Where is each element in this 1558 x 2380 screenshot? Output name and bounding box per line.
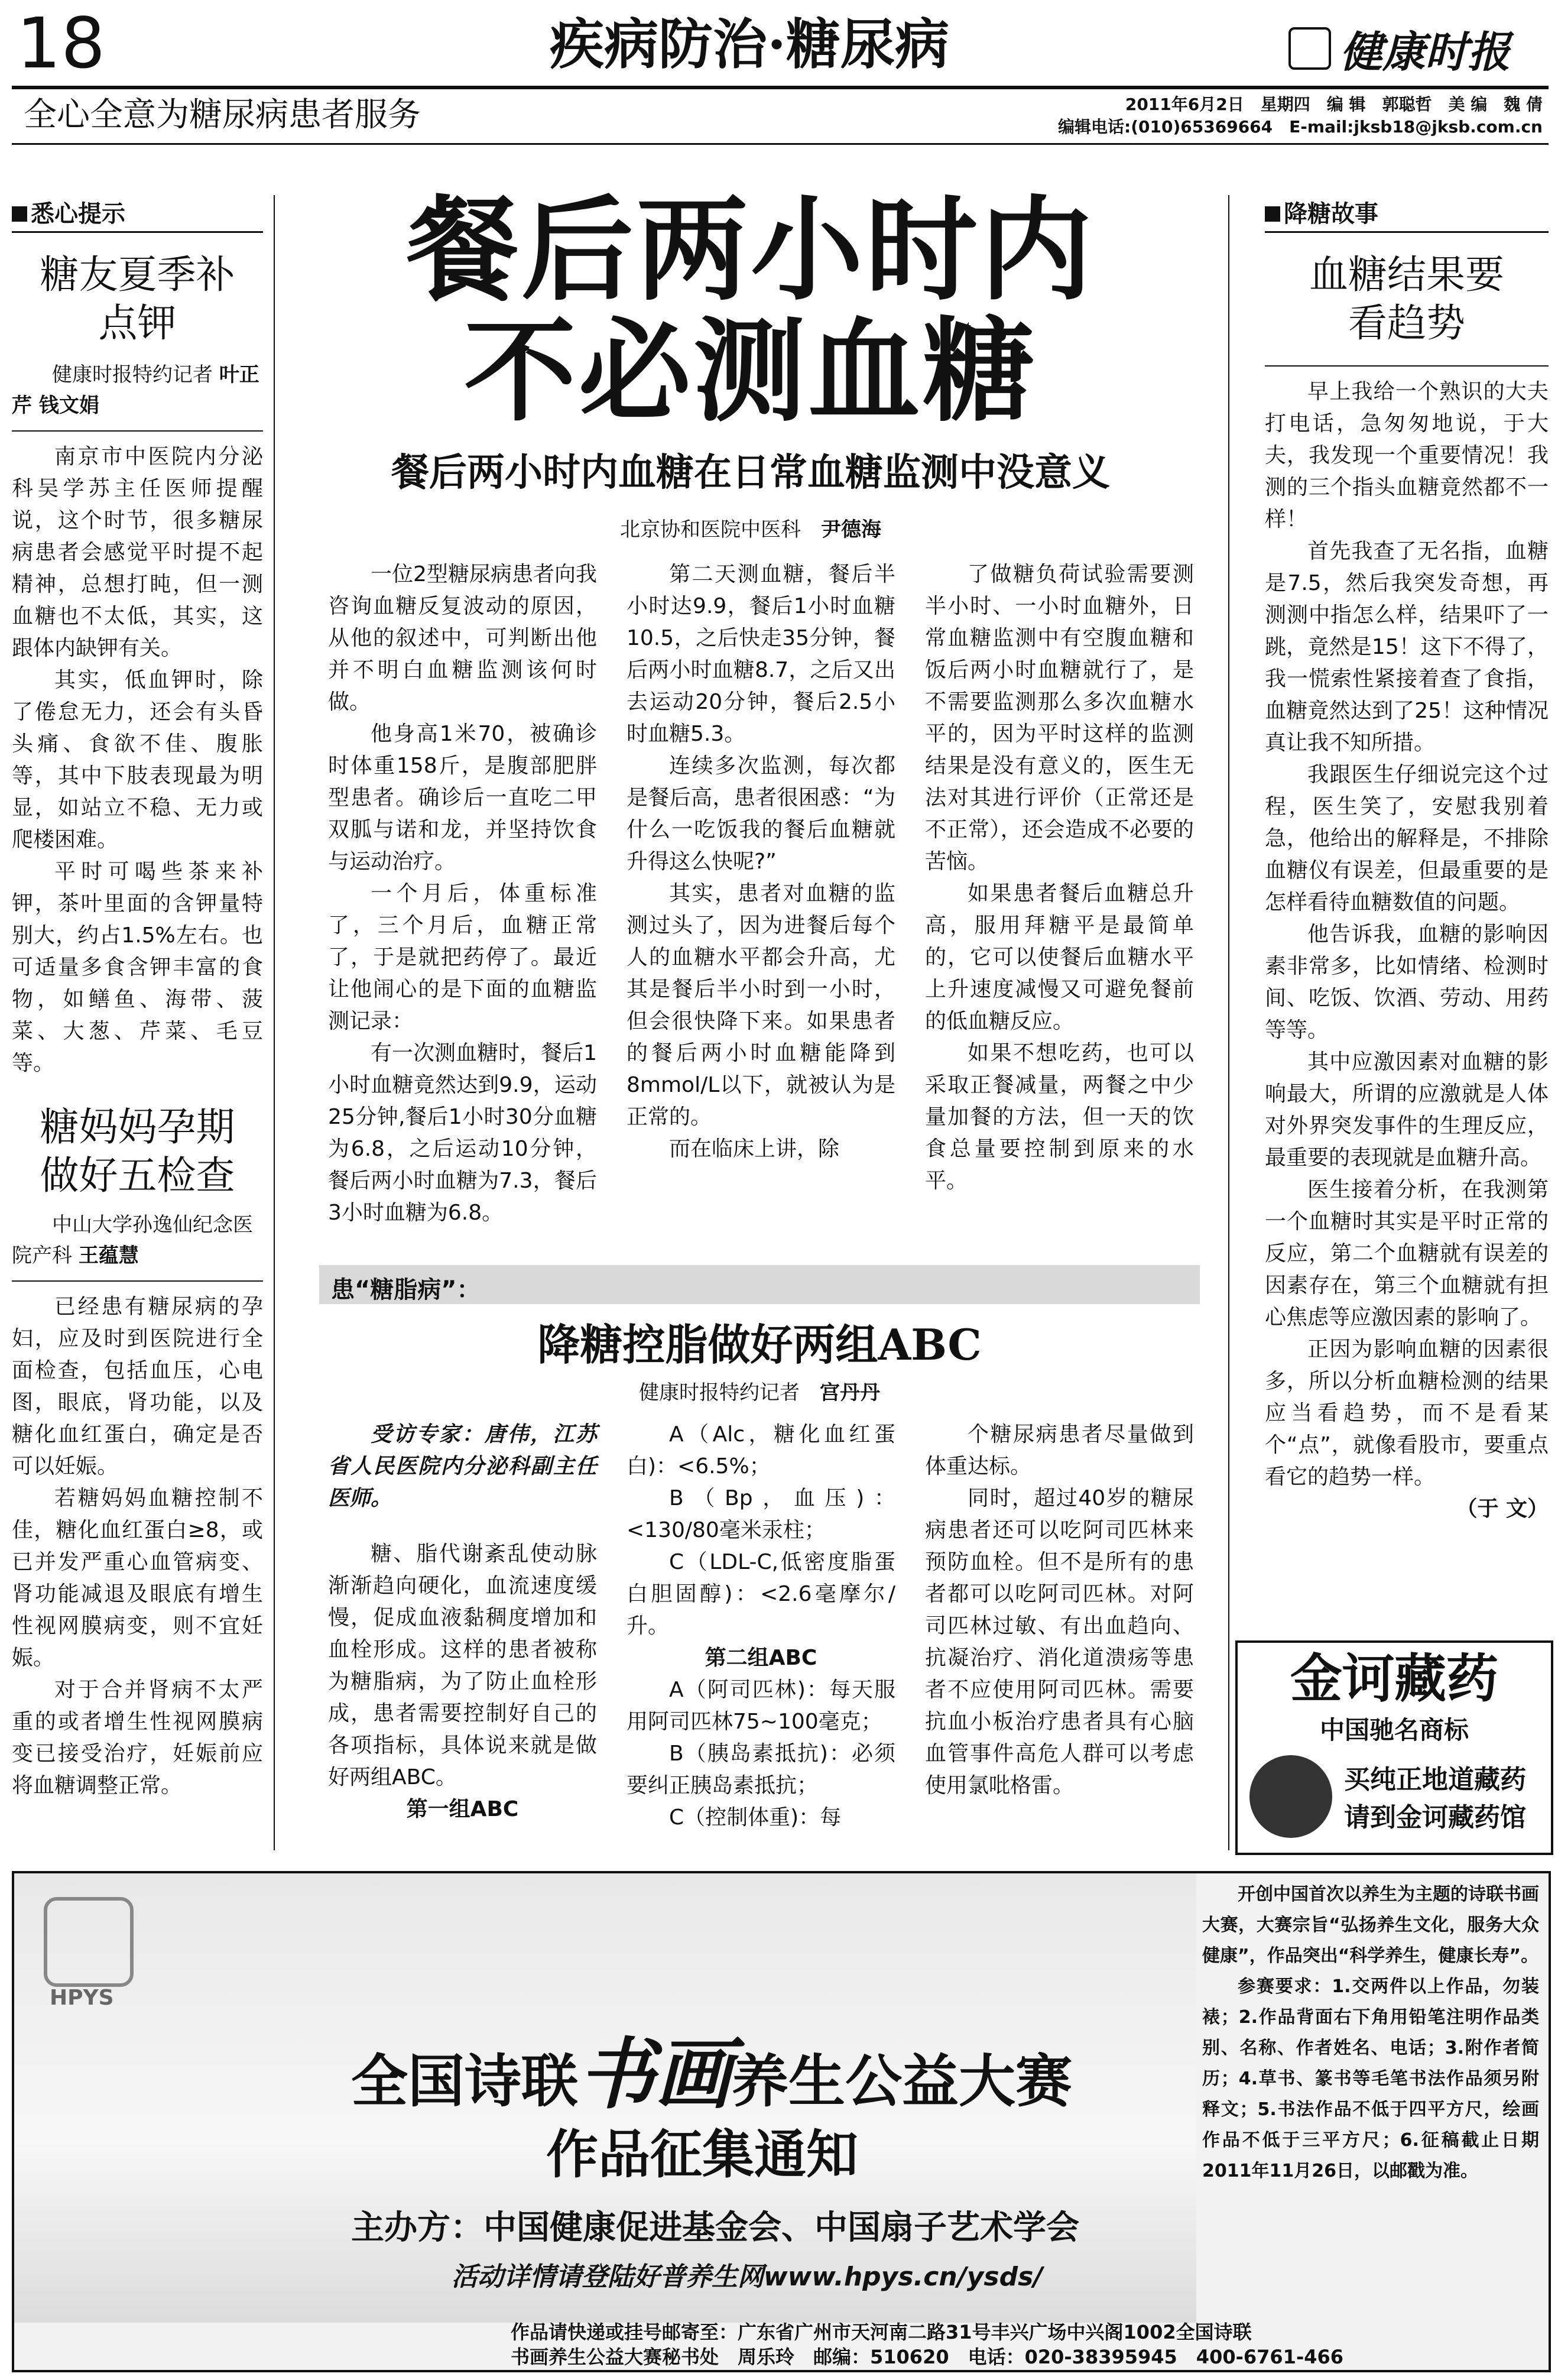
- main-subheadline: 餐后两小时内血糖在日常血糖监测中没意义: [391, 450, 1110, 495]
- group-heading: 第二组ABC: [705, 1646, 817, 1670]
- ad-seal-icon: [1249, 1755, 1332, 1838]
- article-byline: 健康时报特约记者 叶正芹 钱文娟: [12, 363, 259, 417]
- page-number: 18: [17, 2, 106, 84]
- masthead-icon: [1288, 27, 1331, 70]
- main-col-3: 了做糖负荷试验需要测半小时、一小时血糖外，日常血糖监测中有空腹血糖和饭后两小时血糖就行了，是不需要监测那么多次血糖水平的，因为平时这样的监测结果是没有意义的，医生无法对其进行评价（正常还是不正常），还会造成不必要的苦恼。 如果患者餐后血糖总升高，服用拜糖平是最简单的，它可以使餐后血糖水平上升速度减慢又可避免餐前的低血糖反应。 如果不想吃药，也可以采取正餐减量，两餐之中少量加餐的方法，但一天的饮食总量要控制到原来的水平。: [925, 562, 1194, 1193]
- left-column: [12, 195, 263, 1802]
- main-col-1: 一位2型糖尿病患者向我咨询血糖反复波动的原因，从他的叙述中，可判断出他并不明白血糖监测该何时做。 他身高1米70，被确诊时体重158斤，是腹部肥胖型患者。确诊后一直吃二甲双胍与诺和龙，并坚持饮食与运动治疗。 一个月后，体重标准了，三个月后，血糖正常了，于是就把药停了。最近让他闹心的是下面的血糖监测记录： 有一次测血糖时，餐后1小时血糖竟然达到9.9，运动25分钟,餐后1小时30分血糖为6.8，之后运动10分钟，餐后两小时血糖为7.3，餐后3小时血糖为6.8。: [328, 562, 597, 1225]
- article-body: 早上我给一个熟识的大夫打电话，急匆匆地说，于大夫，我发现一个重要情况！我测的三个指头血糖竟然都不一样！ 首先我查了无名指，血糖是7.5，然后我突发奇想，再测测中指怎么样，结果吓了一跳，竟然是15！这下不得了，我一慌索性紧接着查了食指，血糖竟然达到了25！这种情况真让我不知所措。 我跟医生仔细说完这个过程，医生笑了，安慰我别着急，他给出的解释是，不排除血糖仪有误差，但最重要的是怎样看待血糖数值的问题。 他告诉我，血糖的影响因素非常多，比如情绪、检测时间、吃饭、饮酒、劳动、用药等等。 其中应激因素对血糖的影响最大，所谓的应激就是人体对外界突发事件的生理反应，最重要的表现就是血糖升高。 医生接着分析，在我测第一个血糖时其实是平时正常的反应，第二个血糖就有误差的因素存在，第三个血糖就有担心焦虑等应激因素的影响了。 正因为影响血糖的因素很多，所以分析血糖检测的结果应当看趋势，而不是看某个“点”，就像看股市，要重点看它的趋势一样。 （于 文）: [1265, 376, 1549, 1525]
- issue-date-editors: 2011年6月2日 星期四 编 辑 郭聪哲 美 编 魏 倩: [1125, 95, 1543, 114]
- contest-website: 活动详情请登陆好普养生网www.hpys.cn/ysds/: [452, 2262, 1043, 2292]
- sub-col-2: A（Alc，糖化血红蛋白)：<6.5%； B（Bp，血压)：<130/80毫米汞柱； C（LDL-C,低密度脂蛋白胆固醇)：<2.6毫摩尔/升。 第二组ABC A（阿司匹林)：每天服用阿司匹林75~100毫克； B（胰岛素抵抗)：必须要纠正胰岛素抵抗； C（控制体重)：每: [627, 1422, 895, 1830]
- signature: （于 文）: [1456, 1497, 1549, 1521]
- divider: [12, 1280, 263, 1282]
- sub-label: 患“糖脂病”：: [331, 1276, 481, 1304]
- column-rule: [1228, 195, 1229, 1850]
- article-body: 南京市中医院内分泌科吴学苏主任医师提醒说，这个时节，很多糖尿病患者会感觉平时提不起精神，总想打盹，但一测血糖也不太低，其实，这跟体内缺钾有关。 其实，低血钾时，除了倦怠无力，还会有头昏头痛、食欲不佳、腹胀等，其中下肢表现最为明显，如站立不稳、无力或爬楼困难。 平时可喝些茶来补钾，茶叶里面的含钾量特别大，约占1.5%左右。也可适量多食含钾丰富的食物，如鳝鱼、海带、菠菜、大葱、芹菜、毛豆等。: [12, 445, 263, 1075]
- ad-left-panel: [14, 1873, 1196, 2323]
- headline-line1: 餐后两小时内: [406, 184, 1095, 316]
- ad-brand: 金诃藏药: [1290, 1648, 1498, 1709]
- issue-meta: [1034, 93, 1543, 138]
- section-title: 疾病防治·糖尿病: [550, 12, 950, 76]
- header-rule-bottom: [12, 143, 1549, 145]
- sub-col-3: 个糖尿病患者尽量做到体重达标。 同时，超过40岁的糖尿病患者还可以吃阿司匹林来预防血栓。但不是所有的患者都可以吃阿司匹林。对阿司匹林过敏、有出血趋向、抗凝治疗、消化道溃疡等患者不应使用阿司匹林。需要抗血小板治疗患者具有心脑血管事件高危人群可以考虑使用氯吡格雷。: [925, 1422, 1194, 1798]
- header-rule: [12, 86, 1549, 89]
- article-title: 糖友夏季补点钾: [40, 252, 235, 346]
- contest-organizers: 主办方：中国健康促进基金会、中国扇子艺术学会: [351, 2209, 1079, 2247]
- main-headline: [307, 184, 1194, 437]
- contest-subtitle: 作品征集通知: [546, 2123, 859, 2185]
- article-byline: 中山大学孙逸仙纪念医院产科 王蕴慧: [12, 1213, 253, 1267]
- jinhe-ad: [1235, 1640, 1553, 1855]
- column-rule: [274, 195, 275, 1850]
- calligraphy-text: 书画: [578, 2029, 732, 2119]
- article-title: 血糖结果要看趋势: [1309, 252, 1504, 346]
- contest-title: 全国诗联书画养生公益大赛: [351, 2029, 1073, 2119]
- divider: [1265, 365, 1549, 367]
- main-col-2: 第二天测血糖，餐后半小时达9.9，餐后1小时血糖10.5，之后快走35分钟，餐后两小时血糖8.7，之后又出去运动20分钟，餐后2.5小时血糖5.3。 连续多次监测，每次都是餐后高，患者很困惑：“为什么一吃饭我的餐后血糖就升得这么快呢?” 其实，患者对血糖的监测过头了，因为进餐后每个人的血糖水平都会升高，尤其是餐后半小时到一小时，但会很快降下来。如果患者的餐后两小时血糖能降到8mmol/L以下，就被认为是正常的。 而在临床上讲，除: [627, 562, 895, 1161]
- tip-box-label: 悉心提示: [12, 195, 263, 233]
- issue-contact: 编辑电话:(010)65369664 E-mail:jksb18@jksb.com.cn: [1058, 117, 1543, 137]
- sub-byline: 健康时报特约记者 宫丹丹: [639, 1381, 880, 1405]
- sub-col-1: 受访专家：唐伟，江苏省人民医院内分泌科副主任医师。 糖、脂代谢紊乱使动脉渐渐趋向硬化，血流速度缓慢，促成血液黏稠度增加和血栓形成。这样的患者被称为糖脂病，为了防止血栓形成，患者需要控制好自己的各项指标，具体说来就是做好两组ABC。 第一组ABC: [328, 1419, 597, 1825]
- article-title: 糖妈妈孕期做好五检查: [40, 1104, 235, 1198]
- sub-title: 降糖控脂做好两组ABC: [537, 1319, 982, 1370]
- ad-text: 买纯正地道藏药 请到金诃藏药馆: [1344, 1765, 1526, 1833]
- main-byline: 北京协和医院中医科 尹德海: [620, 518, 881, 542]
- ad-right-panel: 开创中国首次以养生为主题的诗联书画大赛，大赛宗旨“弘扬养生文化，服务大众健康”，作品突出“科学养生，健康长寿”。 参赛要求：1.交两件以上作品，勿装裱；2.作品背面右下角用铅笔注明作品类别、名称、作者姓名、电话；3.附作者简历；4.草书、篆书等毛笔书法作品须另附释文；5.书法作品不低于四平方尺，绘画作品不低于三平方尺；6.征稿截止日期2011年11月26日，以邮戳为准。: [1202, 1884, 1539, 2181]
- masthead-title: 健康时报: [1340, 27, 1511, 77]
- article-body: 已经患有糖尿病的孕妇，应及时到医院进行全面检查，包括血压，心电图，眼底，肾功能，以及糖化血红蛋白，确定是否可以妊娠。 若糖妈妈血糖控制不佳，糖化血红蛋白≥8，或已并发严重心血管病变、肾功能减退及眼底有增生性视网膜病变，则不宜妊娠。 对于合并肾病不太严重的或者增生性视网膜病变已接受治疗，妊娠前应将血糖调整正常。: [12, 1295, 263, 1798]
- tagline: 全心全意为糖尿病患者服务: [24, 96, 421, 134]
- divider: [12, 430, 263, 432]
- hpys-logo-text: HPYS: [50, 1986, 114, 2010]
- headline-line2: 不必测血糖: [463, 305, 1037, 437]
- expert-note: 受访专家：唐伟，江苏省人民医院内分泌科副主任医师。: [328, 1422, 597, 1510]
- masthead-logo: [1288, 18, 1549, 77]
- ad-sub: 中国驰名商标: [1319, 1716, 1469, 1745]
- story-box-label: 降糖故事: [1265, 195, 1549, 233]
- ad-address: 作品请快递或挂号邮寄至：广东省广州市天河南二路31号丰兴广场中兴阁1002全国诗联 书画养生公益大赛秘书处 周乐玲 邮编：510620 电话：020-38395945 400-6761-466: [511, 2321, 1344, 2368]
- contest-ad: [12, 1871, 1551, 2372]
- right-column: [1265, 195, 1549, 1525]
- hpys-logo-icon: [44, 1897, 134, 1987]
- group-heading: 第一组ABC: [406, 1797, 519, 1821]
- sub-label-bar: [319, 1265, 1200, 1304]
